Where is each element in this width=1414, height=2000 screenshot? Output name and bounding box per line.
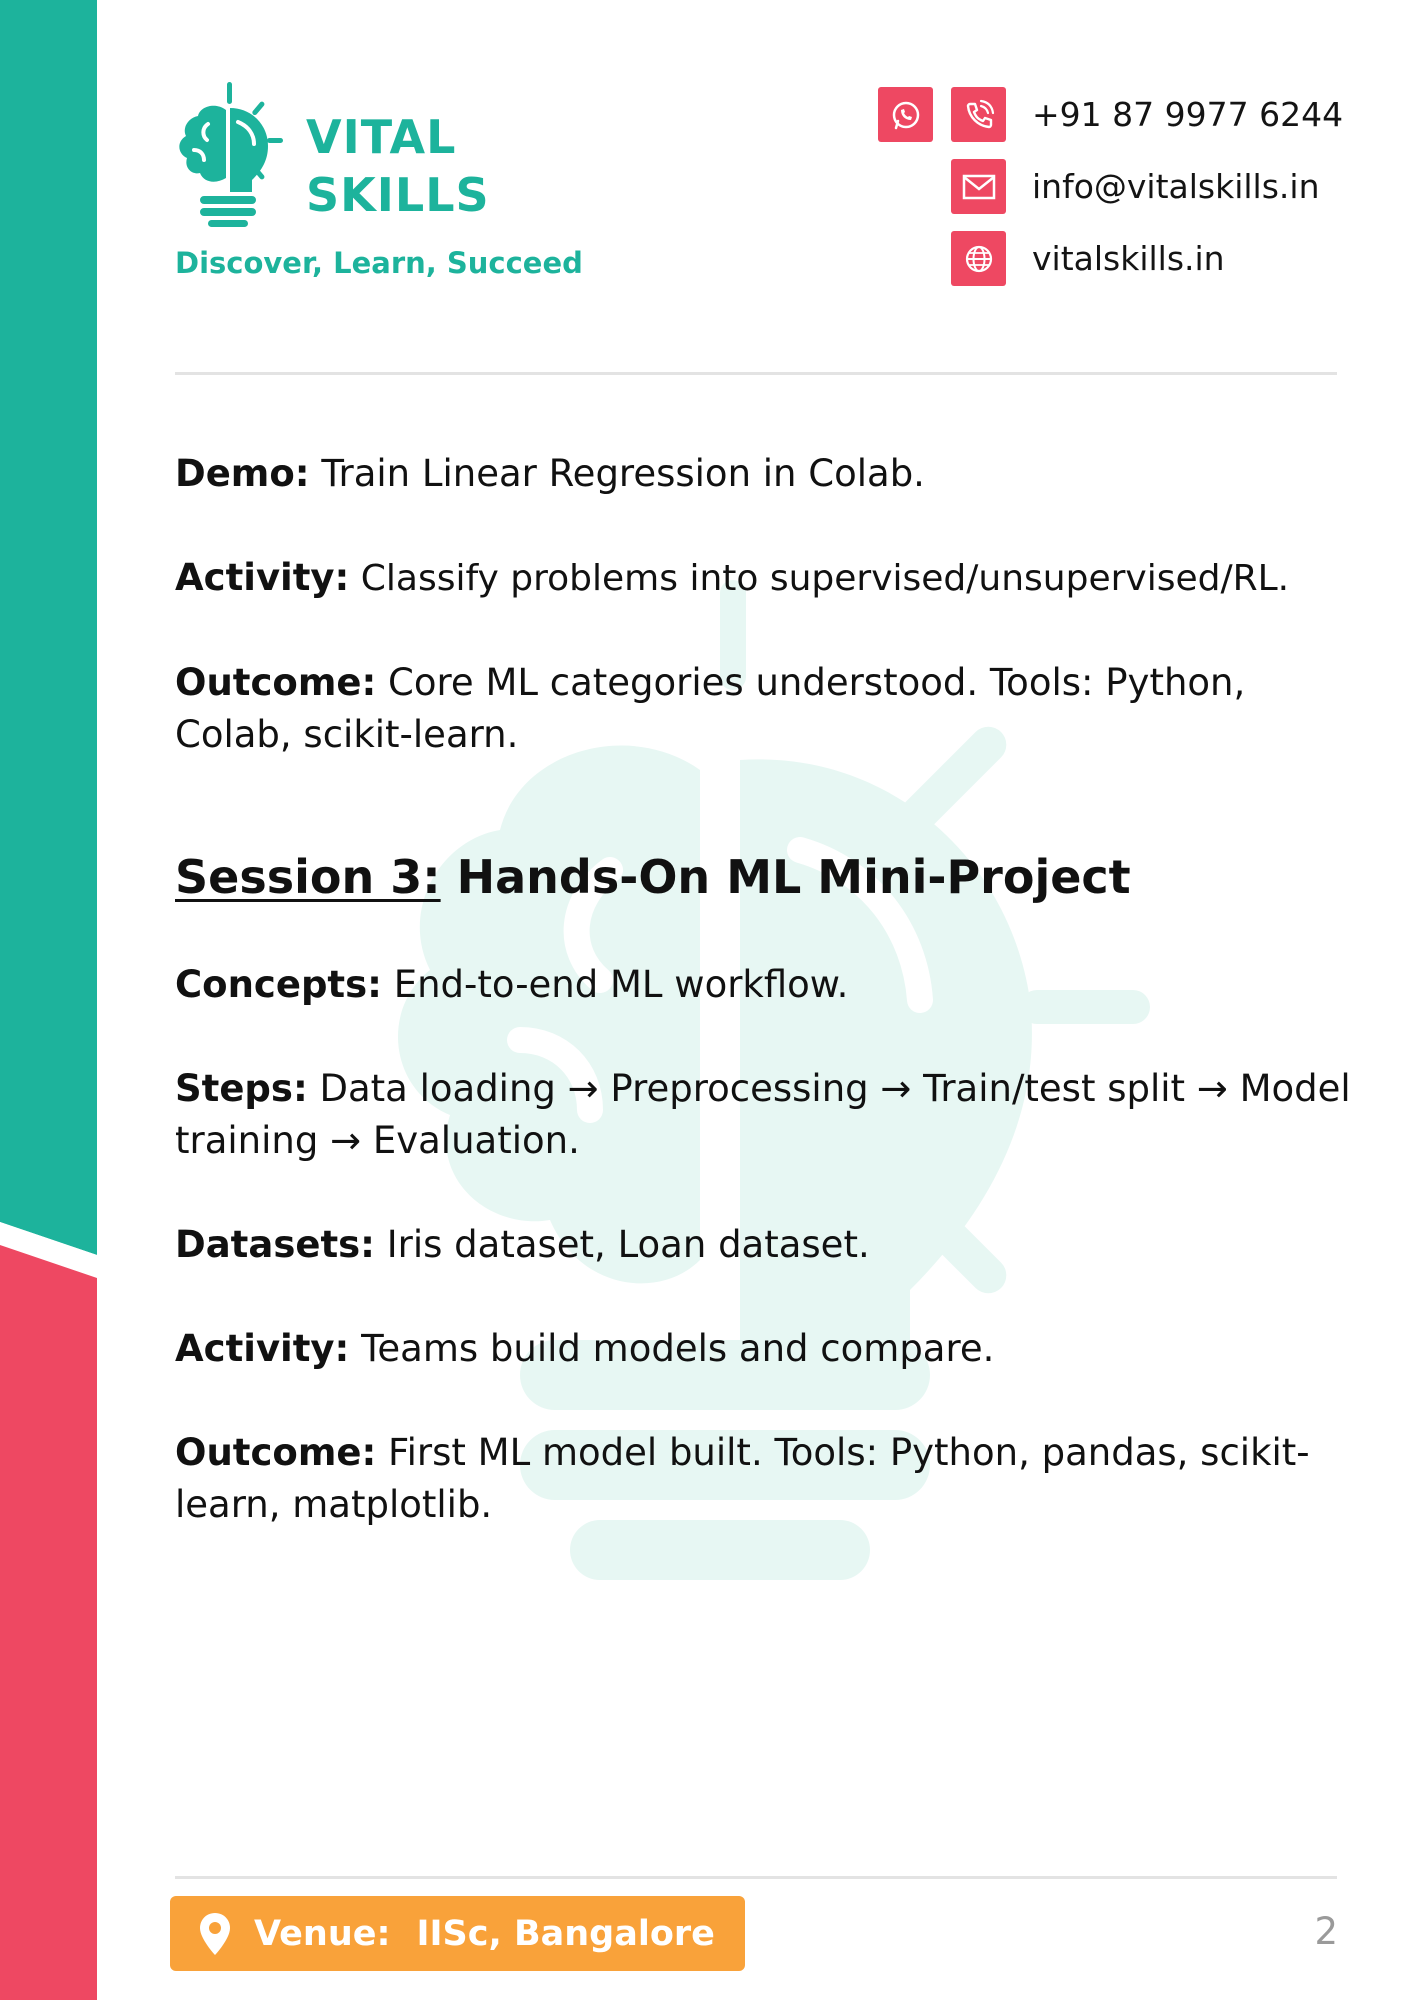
mail-icon[interactable]	[951, 159, 1006, 214]
demo-line	[175, 448, 1355, 500]
website-link[interactable]: vitalskills.in	[1032, 239, 1225, 278]
lightbulb-brain-icon	[172, 80, 290, 228]
outcome-2-line	[175, 1427, 1355, 1531]
concepts-line	[175, 959, 1355, 1011]
session-content	[175, 448, 1355, 1583]
venue-badge	[170, 1896, 745, 1971]
steps-line	[175, 1063, 1355, 1167]
brand-name	[306, 108, 490, 224]
venue-label: Venue:	[254, 1913, 391, 1954]
outcome-2-label: Outcome:	[175, 1431, 377, 1474]
header-divider	[175, 372, 1337, 375]
brand-tagline: Discover, Learn, Succeed	[175, 246, 583, 280]
globe-icon[interactable]	[951, 231, 1006, 286]
datasets-label: Datasets:	[175, 1223, 375, 1266]
steps-label: Steps:	[175, 1067, 308, 1110]
phone-icon[interactable]	[951, 87, 1006, 142]
whatsapp-icon[interactable]	[878, 87, 933, 142]
contact-block	[878, 87, 1344, 287]
demo-text: Train Linear Regression in Colab.	[309, 452, 925, 495]
activity-label: Activity:	[175, 556, 350, 599]
activity-line	[175, 552, 1355, 605]
datasets-text: Iris dataset, Loan dataset.	[374, 1223, 870, 1266]
session-label: Session 3:	[175, 850, 441, 904]
brand-logo	[172, 80, 592, 290]
activity-text: Classify problems into supervised/unsupervised/RL.	[349, 558, 1290, 599]
session-title: Hands-On ML Mini-Project	[440, 850, 1131, 904]
email-address[interactable]: info@vitalskills.in	[1032, 167, 1320, 206]
session-heading	[175, 847, 1355, 907]
brand-line-2: SKILLS	[306, 168, 490, 222]
page-number: 2	[1314, 1910, 1338, 1953]
brand-line-1: VITAL	[306, 110, 457, 164]
outcome-label: Outcome:	[175, 661, 377, 704]
activity-2-line	[175, 1323, 1355, 1375]
outcome-text: Core ML categories understood. Tools: Python, Colab, scikit-learn.	[175, 661, 1246, 756]
outcome-line	[175, 657, 1355, 761]
steps-text: Data loading → Preprocessing → Train/test split → Model training → Evaluation.	[175, 1067, 1351, 1162]
datasets-line	[175, 1219, 1355, 1271]
outcome-2-text: First ML model built. Tools: Python, pandas, scikit-learn, matplotlib.	[175, 1431, 1310, 1526]
footer-divider	[175, 1876, 1337, 1879]
demo-label: Demo:	[175, 452, 310, 495]
side-color-band	[0, 0, 97, 2000]
phone-number[interactable]: +91 87 9977 6244	[1032, 95, 1344, 134]
concepts-text: End-to-end ML workflow.	[381, 963, 849, 1006]
location-pin-icon	[198, 1912, 232, 1956]
venue-value: IISc, Bangalore	[416, 1913, 715, 1954]
concepts-label: Concepts:	[175, 963, 382, 1006]
activity-2-text: Teams build models and compare.	[349, 1327, 995, 1370]
activity-2-label: Activity:	[175, 1327, 350, 1370]
